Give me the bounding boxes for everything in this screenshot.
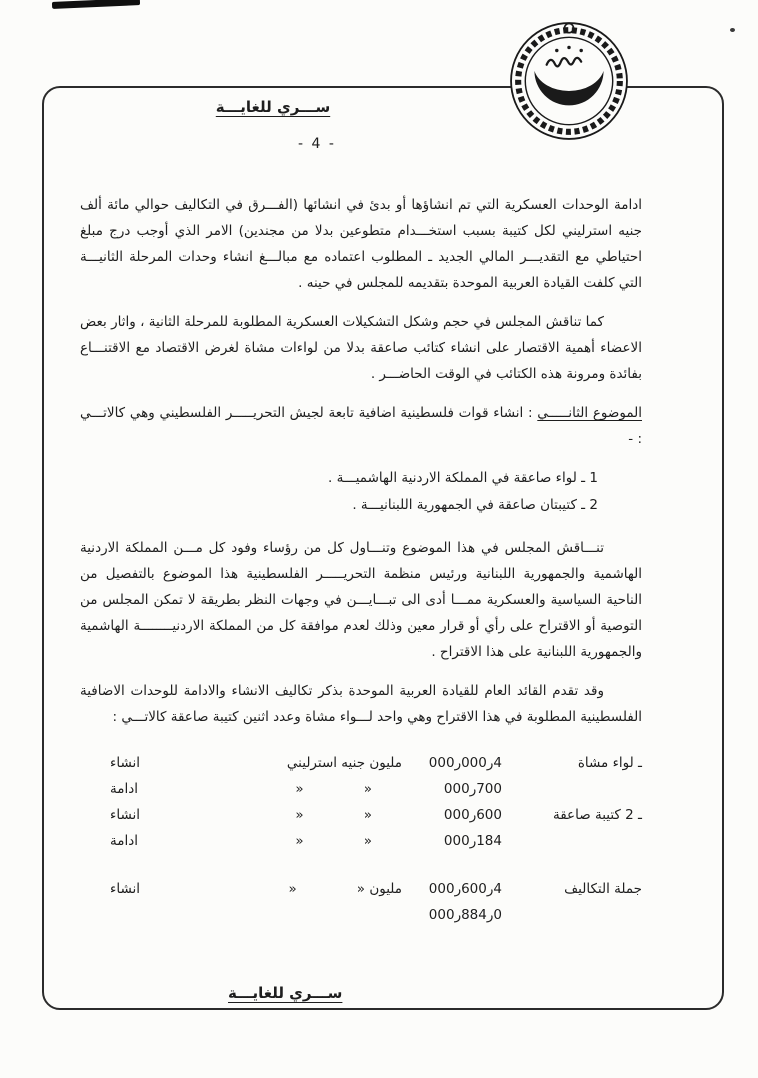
paragraph-sustainment-costs: ادامة الوحدات العسكرية التي تم انشاؤها أو بدئ في انشائها (الفـــرق في التكاليف حوالي مائة ألف جنيه استرليني لكل كتيبة بسبب استخـــدام متطوعين بدلا من مجندين) الامر الذي أوجب درج مبلغ احتياطي مع التقديـــر المالي الجديد ـ المطلوب اعتماده مع مبالـــغ انشاء وحدات المرحلة الثانيـــة التي كلفت القيادة العربية الموحدة بتقديمه للمجلس في حينه . bbox=[80, 197, 642, 291]
cost-amount: 184ر000 bbox=[443, 833, 502, 849]
cost-item: ـ لواء مشاة bbox=[577, 755, 642, 771]
cost-type: انشاء bbox=[110, 881, 141, 897]
paragraph-delegations-positions: تنـــاقش المجلس في هذا الموضوع وتنـــاول كل من رؤساء وفود كل مـــن المملكة الاردنية الهاشمية والجمهورية اللبنانية ورئيس منظمة التحريـــــر الفلسطينية هذا الموضوع بالتفصيل من الناحية السياسية والعسكرية ممـــا أدى الى تبـــايـــن في وجهات النظر بطريقة لا تمكن المجلس من التوصية أو الاقتراح على رأي أو قرار معين وذلك لعدم موافقة كل من المملكة الاردنيــــــــة الهاشمية والجمهورية اللبنانية على هذا الاقتراح . bbox=[80, 540, 642, 660]
cost-type: ادامة bbox=[110, 781, 138, 797]
document-body bbox=[80, 98, 642, 928]
topic-2-text: : انشاء قوات فلسطينية اضافية تابعة لجيش التحريـــــر الفلسطيني وهي كالاتـــي : - bbox=[80, 405, 642, 447]
cost-unit: مليون « « bbox=[288, 881, 402, 897]
list-item: 2 ـ كتيبتان صاعقة في الجمهورية اللبنانيـــة . bbox=[352, 497, 598, 513]
list-item: 1 ـ لواء صاعقة في المملكة الاردنية الهاشميـــة . bbox=[328, 470, 598, 486]
cost-row bbox=[80, 802, 642, 828]
paragraph-council-discussion: كما تناقش المجلس في حجم وشكل التشكيلات العسكرية المطلوبة للمرحلة الثانية ، واثار بعض الاعضاء أهمية الاقتصار على انشاء كتائب صاعقة بدلا من لواءات مشاة لغرض الاقتصاد مع الاقتنـــاع بفائدة ومرونة هذه الكتائب في الوقت الحاضـــر . bbox=[80, 314, 642, 382]
scan-artifact bbox=[52, 0, 140, 9]
topic-2-heading: الموضوع الثانـــــي bbox=[537, 405, 642, 421]
cost-total-row-2 bbox=[80, 902, 642, 928]
classification-footer: ســـري للغايـــة bbox=[228, 984, 343, 1002]
cost-type: انشاء bbox=[110, 807, 141, 823]
cost-row bbox=[80, 828, 642, 854]
cost-table bbox=[80, 750, 642, 928]
cost-unit: « « bbox=[295, 833, 402, 849]
cost-unit: مليون جنيه استرليني bbox=[286, 755, 402, 771]
cost-amount: 600ر000 bbox=[443, 807, 502, 823]
topic-2-paragraph bbox=[80, 400, 642, 452]
cost-item: ـ 2 كتيبة صاعقة bbox=[552, 807, 642, 823]
cost-row bbox=[80, 776, 642, 802]
cost-unit: « « bbox=[295, 781, 402, 797]
cost-row bbox=[80, 750, 642, 776]
page-number: - 4 - bbox=[298, 136, 336, 152]
cost-total-row bbox=[80, 876, 642, 902]
cost-amount: 700ر000 bbox=[443, 781, 502, 797]
scan-artifact bbox=[730, 28, 735, 32]
cost-unit: « « bbox=[295, 807, 402, 823]
cost-amount: 4ر000ر000 bbox=[428, 755, 502, 771]
classification-header: ســـري للغايـــة bbox=[215, 98, 331, 116]
paragraph-commander-costs-intro: وقد تقدم القائد العام للقيادة العربية الموحدة بذكر تكاليف الانشاء والادامة للوحدات الاضافية الفلسطينية المطلوبة في هذا الاقتراح وهي واحد لـــواء مشاة وعدد اثنين كتيبة صاعقة كالاتـــي : bbox=[80, 683, 642, 725]
cost-item: جملة التكاليف bbox=[564, 881, 642, 897]
cost-type: ادامة bbox=[110, 833, 138, 849]
cost-amount: 4ر600ر000 bbox=[428, 881, 502, 897]
cost-amount: 0ر884ر000 bbox=[428, 907, 502, 923]
forces-list bbox=[80, 465, 598, 519]
cost-type: انشاء bbox=[110, 755, 141, 771]
